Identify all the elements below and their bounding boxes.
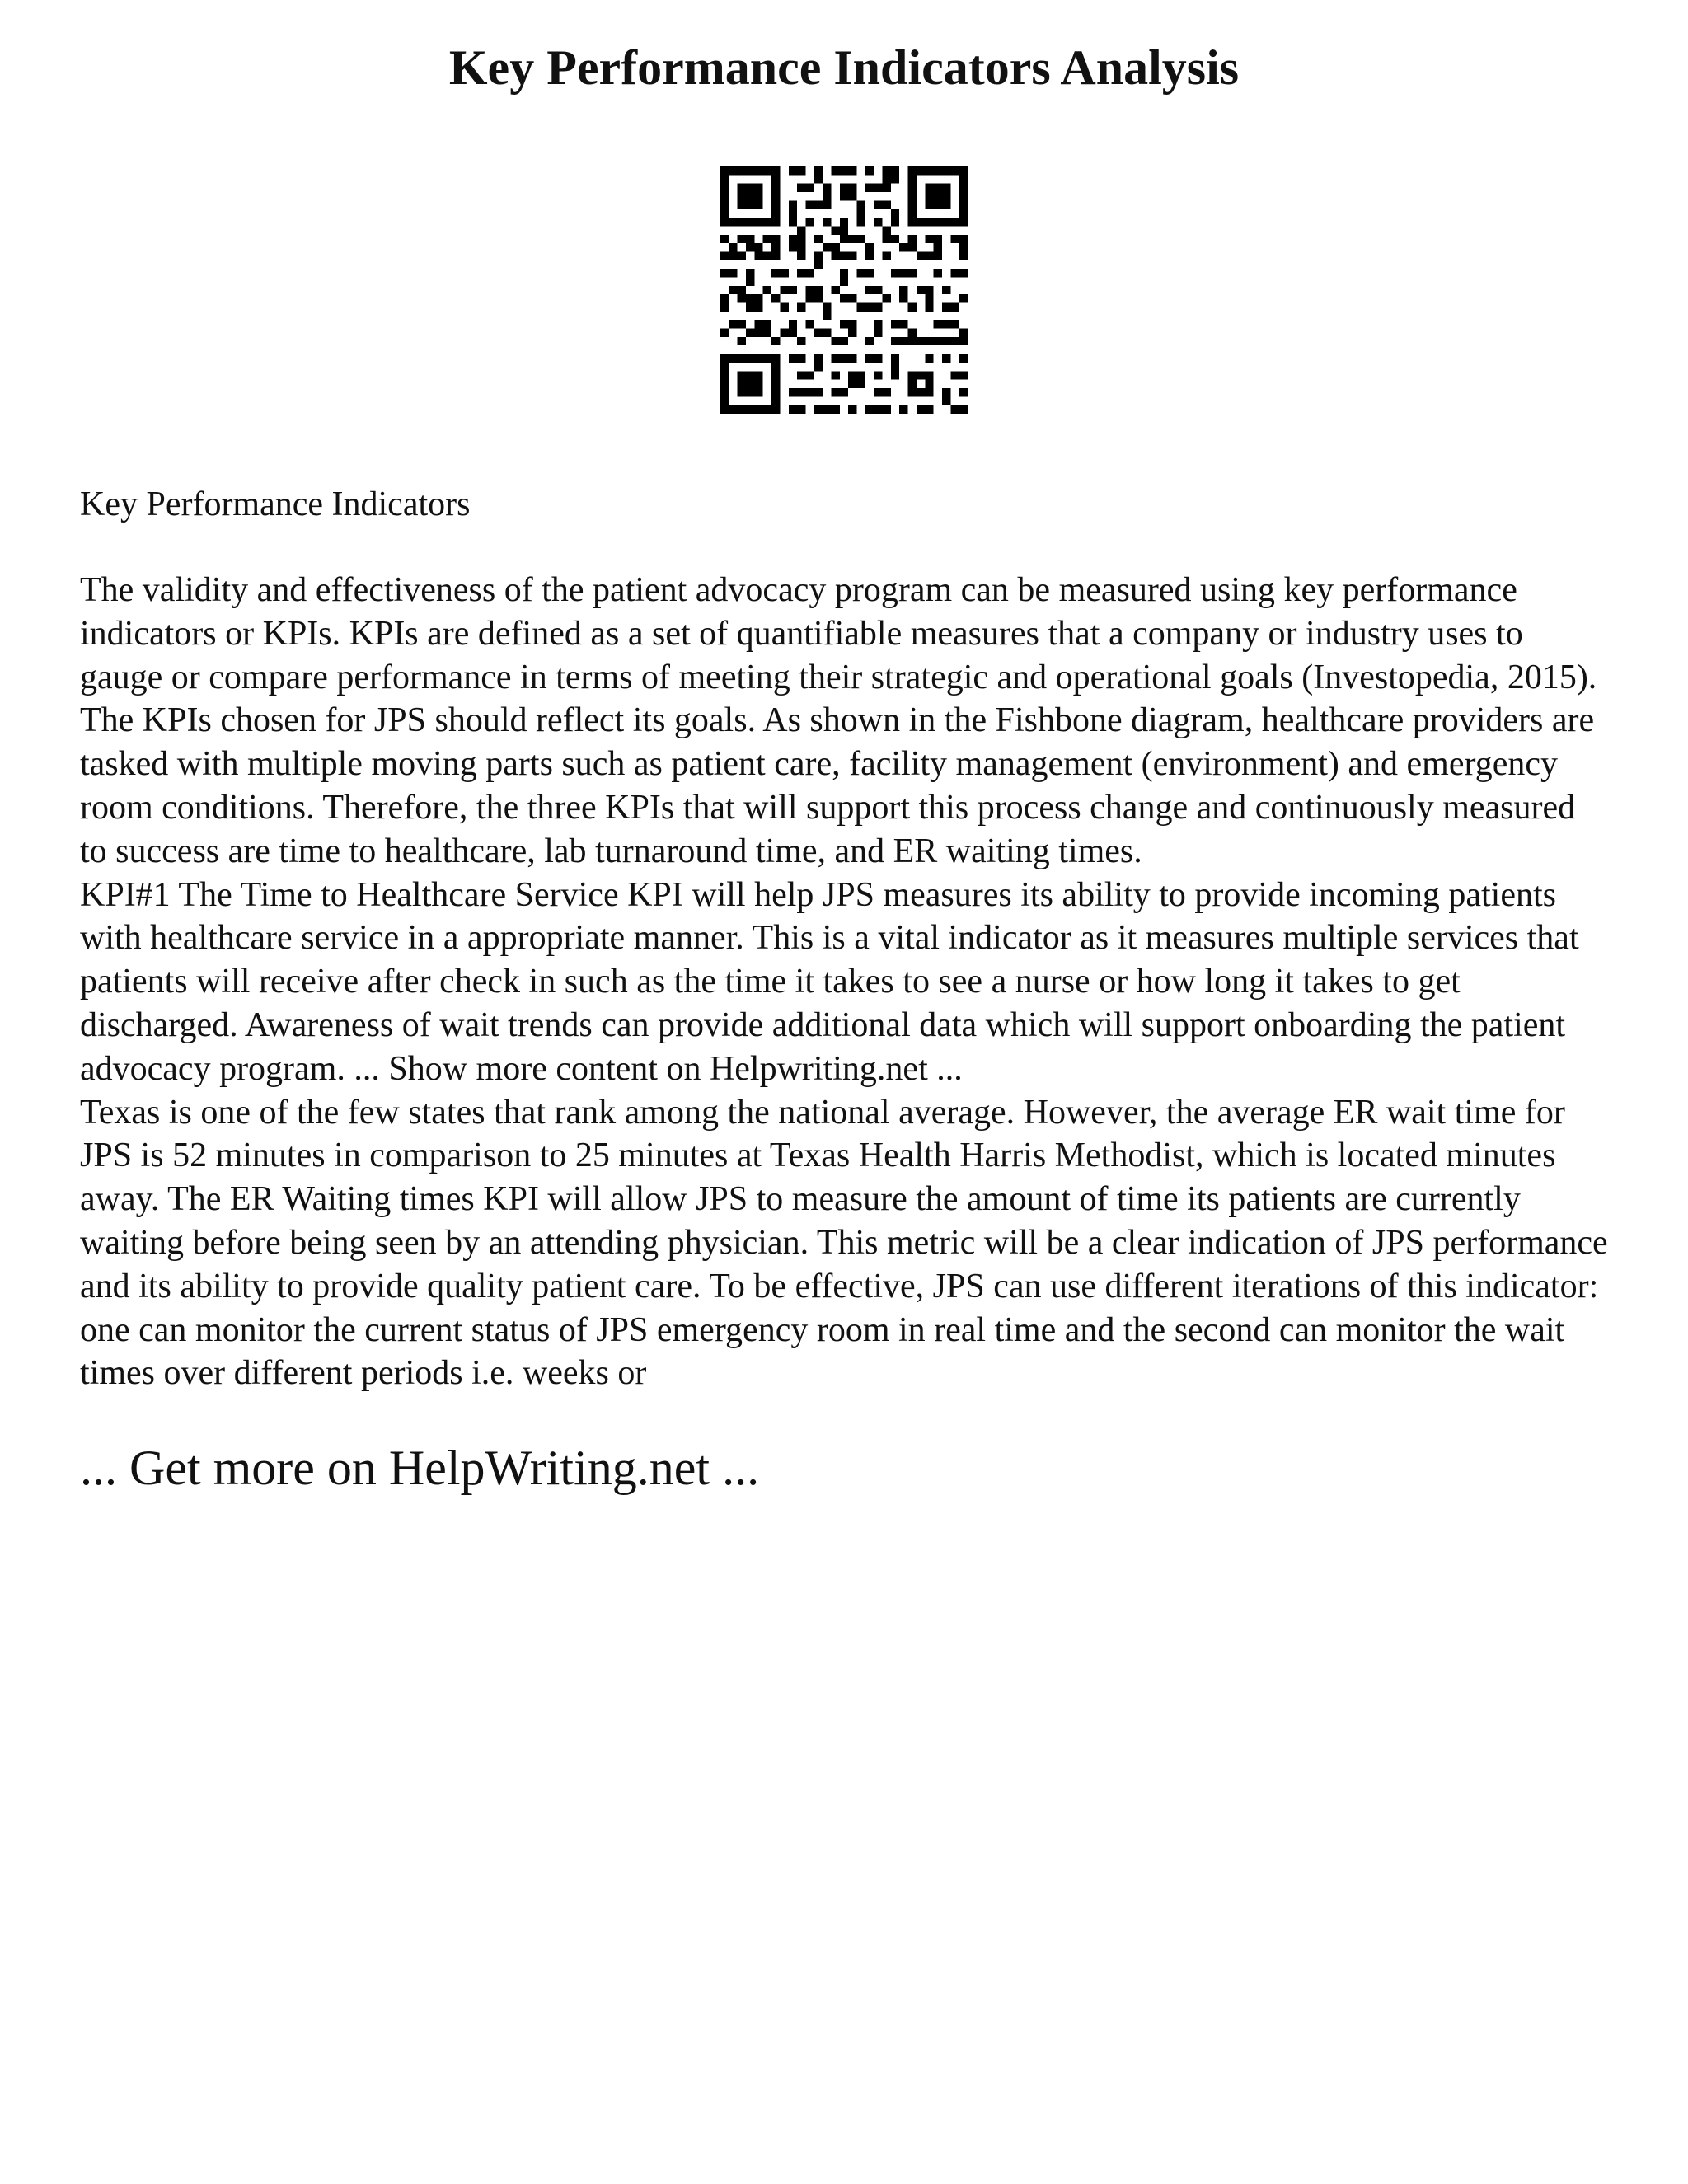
- paragraph-3: Texas is one of the few states that rank among the national average. However, the average ER wait time for JPS is 52 minutes in comparison to 25 minutes at Texas Health Harris Methodist, which is located minutes away. The ER Waiting times KPI will allow JPS to measure the amount of time its patients are currently waiting before being seen by an attending physician. This metric will be a clear indication of JPS performance and its ability to provide quality patient care. To be effective, JPS can use different iterations of this indicator: one can monitor the current status of JPS emergency room in real time and the second can monitor the wait times over different periods i.e. weeks or: [80, 1093, 1608, 1393]
- get-more-link[interactable]: ... Get more on HelpWriting.net ...: [80, 1441, 760, 1496]
- paragraph-2: KPI#1 The Time to Healthcare Service KPI will help JPS measures its ability to provide incoming patients with healthcare service in a appropriate manner. This is a vital indicator as it measures multiple services that patients will receive after check in such as the time it takes to see a nurse or how long it takes to get discharged. Awareness of wait trends can provide additional data which will support onboarding the patient advocacy program. ... Show more content on Helpwriting.net ...: [80, 875, 1579, 1088]
- qr-code-container: [80, 166, 1608, 414]
- qr-code-icon: [720, 166, 968, 414]
- section-heading: Key Performance Indicators: [80, 485, 471, 523]
- paragraph-1: The validity and effectiveness of the patient advocacy program can be measured using key performance indicators or KPIs. KPIs are defined as a set of quantifiable measures that a company or industry uses to gauge or compare performance in terms of meeting their strategic and operational goals (Investopedia, 2015). The KPIs chosen for JPS should reflect its goals. As shown in the Fishbone diagram, healthcare providers are tasked with multiple moving parts such as patient care, facility management (environment) and emergency room conditions. Therefore, the three KPIs that will support this process change and continuously measured to success are time to healthcare, lab turnaround time, and ER waiting times.: [80, 571, 1597, 870]
- body-text: [80, 569, 1608, 1395]
- document-title: Key Performance Indicators Analysis: [448, 40, 1240, 95]
